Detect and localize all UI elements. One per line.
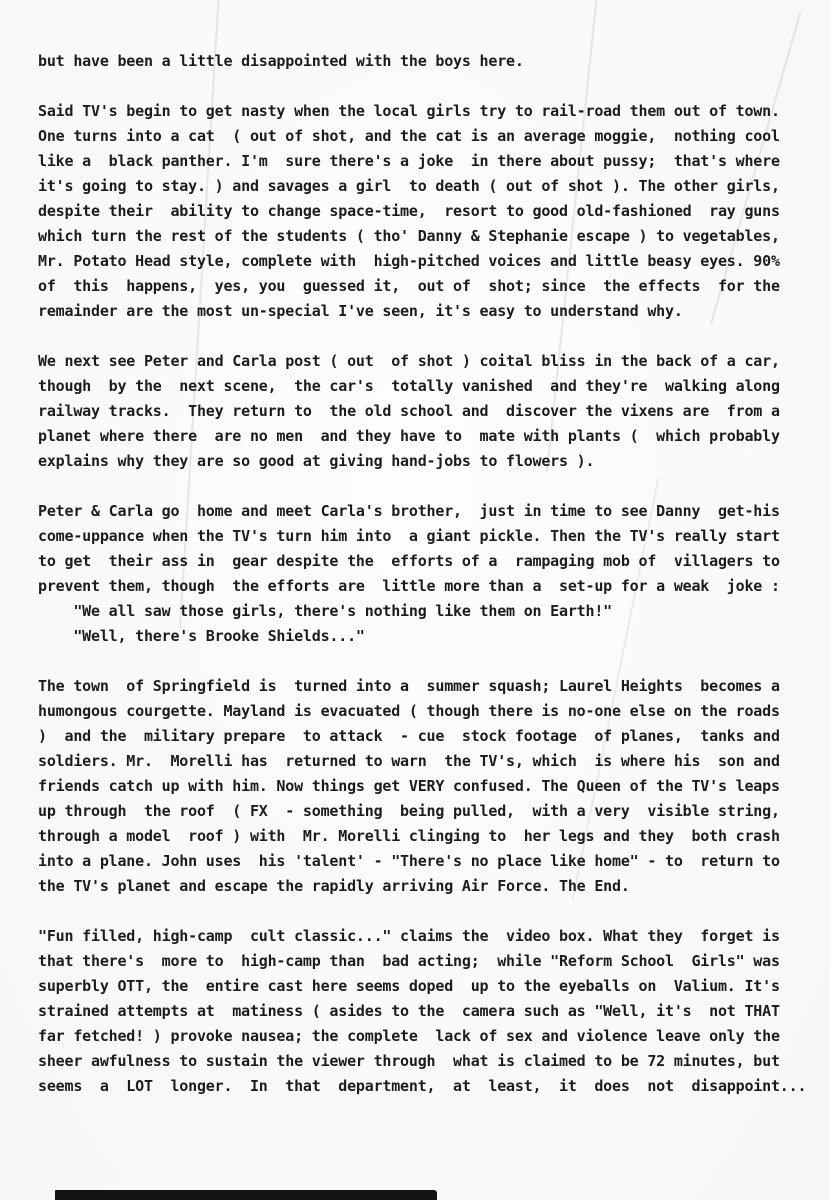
paragraph — [38, 49, 798, 74]
text-line: superbly OTT, the entire cast here seems doped up to the eyeballs on Valium. It's — [38, 977, 780, 995]
text-line: through a model roof ) with Mr. Morelli clinging to her legs and they both crash — [38, 827, 780, 845]
text-line: but have been a little disappointed with the boys here. — [38, 52, 524, 70]
text-line: that there's more to high-camp than bad acting; while "Reform School Girls" was — [38, 952, 780, 970]
text-line: "Well, there's Brooke Shields..." — [38, 627, 365, 645]
text-line: despite their ability to change space-time, resort to good old-fashioned ray guns — [38, 202, 780, 220]
text-line: remainder are the most un-special I've seen, it's easy to understand why. — [38, 302, 683, 320]
paragraph — [38, 499, 798, 649]
review-text — [38, 49, 807, 1124]
text-line: the TV's planet and escape the rapidly arriving Air Force. The End. — [38, 877, 630, 895]
text-line: come-uppance when the TV's turn him into a giant pickle. Then the TV's really start — [38, 527, 780, 545]
text-line: explains why they are so good at giving hand-jobs to flowers ). — [38, 452, 595, 470]
paragraph — [38, 924, 807, 1099]
text-line: of this happens, yes, you guessed it, out of shot; since the effects for the — [38, 277, 780, 295]
text-line: it's going to stay. ) and savages a girl to death ( out of shot ). The other girls, — [38, 177, 780, 195]
text-line: soldiers. Mr. Morelli has returned to warn the TV's, which is where his son and — [38, 752, 780, 770]
text-line: though by the next scene, the car's totally vanished and they're walking along — [38, 377, 780, 395]
paragraph — [38, 99, 798, 324]
text-line: humongous courgette. Mayland is evacuated ( though there is no-one else on the roads — [38, 702, 780, 720]
text-line: The town of Springfield is turned into a summer squash; Laurel Heights becomes a — [38, 677, 780, 695]
paragraph — [38, 349, 798, 474]
text-line: up through the roof ( FX - something being pulled, with a very visible string, — [38, 802, 780, 820]
text-line: to get their ass in gear despite the efforts of a rampaging mob of villagers to — [38, 552, 780, 570]
text-line: Said TV's begin to get nasty when the local girls try to rail-road them out of town. — [38, 102, 780, 120]
text-line: "We all saw those girls, there's nothing like them on Earth!" — [38, 602, 612, 620]
text-line: seems a LOT longer. In that department, at least, it does not disappoint... — [38, 1077, 807, 1095]
text-line: Peter & Carla go home and meet Carla's brother, just in time to see Danny get-his — [38, 502, 780, 520]
text-line: We next see Peter and Carla post ( out of shot ) coital bliss in the back of a car, — [38, 352, 780, 370]
text-line: planet where there are no men and they have to mate with plants ( which probably — [38, 427, 780, 445]
scan-dark-edge-artifact — [55, 1190, 437, 1200]
text-line: One turns into a cat ( out of shot, and the cat is an average moggie, nothing cool — [38, 127, 780, 145]
text-line: strained attempts at matiness ( asides to the camera such as "Well, it's not THAT — [38, 1002, 780, 1020]
text-line: ) and the military prepare to attack - cue stock footage of planes, tanks and — [38, 727, 780, 745]
text-line: far fetched! ) provoke nausea; the complete lack of sex and violence leave only the — [38, 1027, 780, 1045]
text-line: Mr. Potato Head style, complete with high-pitched voices and little beasy eyes. 90% — [38, 252, 780, 270]
text-line: railway tracks. They return to the old school and discover the vixens are from a — [38, 402, 780, 420]
text-line: which turn the rest of the students ( tho' Danny & Stephanie escape ) to vegetables, — [38, 227, 780, 245]
text-line: into a plane. John uses his 'talent' - "There's no place like home" - to return to — [38, 852, 780, 870]
text-line: "Fun filled, high-camp cult classic..." claims the video box. What they forget is — [38, 927, 780, 945]
paragraph — [38, 674, 798, 899]
text-line: sheer awfulness to sustain the viewer through what is claimed to be 72 minutes, but — [38, 1052, 780, 1070]
text-line: like a black panther. I'm sure there's a joke in there about pussy; that's where — [38, 152, 780, 170]
text-line: prevent them, though the efforts are little more than a set-up for a weak joke : — [38, 577, 780, 595]
text-line: friends catch up with him. Now things get VERY confused. The Queen of the TV's leaps — [38, 777, 780, 795]
